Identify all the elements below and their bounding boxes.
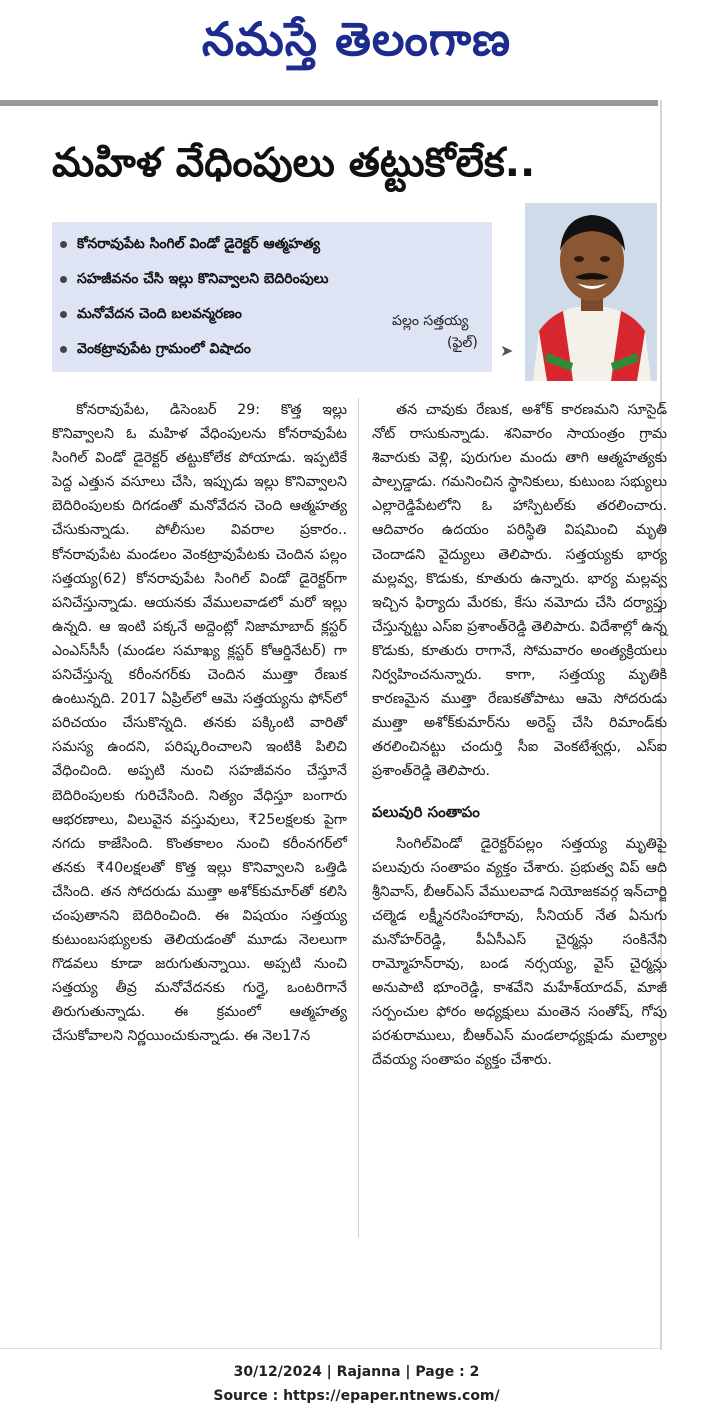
article-column-right — [372, 398, 667, 1073]
column-divider — [358, 398, 359, 1238]
footer-edition-info: 30/12/2024 | Rajanna | Page : 2 — [233, 1364, 480, 1380]
article-subheading: పలువురి సంతాపం — [372, 802, 480, 821]
portrait-illustration — [525, 203, 657, 381]
article-column-left — [52, 398, 347, 1049]
footer-divider — [0, 1348, 660, 1349]
article-body — [52, 398, 667, 1313]
highlight-item: కోనరావుపేట సింగిల్ విండో డైరెక్టర్ ఆత్మహత్య — [60, 236, 320, 255]
footer-source-link[interactable]: Source : https://epaper.ntnews.com/ — [213, 1388, 500, 1404]
article-paragraph: సింగిల్‌విండో డైరెక్టర్‌పల్లం సత్తయ్య మృతిపై పలువురు సంతాపం వ్యక్తం చేశారు. ప్రభుత్వ విప్ ఆది శ్రీనివాస్, బీఆర్ఎస్ వేములవాడ నియోజకవర్గ ఇన్‌చార్జి చల్మెడ లక్ష్మీనరసింహారావు, సీనియర్ నేత ఏనుగు మనోహర్‌రెడ్డి, పీఏసీఎస్ చైర్మన్లు సంకినేని రామ్మోహన్‌రావు, బండ నర్సయ్య, వైస్ చైర్మన్లు అనుపాటి భూంరెడ్డి, కాశవేని మహేశ్‌యాదవ్, మాజీ సర్పంచుల ఫోరం అధ్యక్షులు మంతెన సంతోష్, గోపు పరశురాములు, బీఆర్ఎస్ మండలాధ్యక్షుడు మల్యాల దేవయ్య సంతాపం వ్యక్తం చేశారు. — [372, 835, 667, 1069]
portrait-photo — [525, 203, 657, 381]
photo-caption-name: పల్లం సత్తయ్య — [392, 313, 469, 329]
masthead — [0, 0, 713, 100]
masthead-divider — [0, 100, 658, 106]
photo-caption — [392, 310, 512, 354]
caption-arrow-icon: ➤ — [500, 341, 514, 360]
article-headline: మహిళ వేధింపులు తట్టుకోలేక.. — [52, 140, 536, 186]
bullet-icon — [60, 346, 67, 353]
masthead-title: నమస్తే తెలంగాణ — [201, 12, 512, 66]
article-paragraph: తన చావుకు రేణుక, అశోక్ కారణమని సూసైడ్ నోట్ రాసుకున్నాడు. శనివారం సాయంత్రం గ్రామ శివారుకు వెళ్లి, పురుగుల మందు తాగి ఆత్మహత్యకు పాల్పడ్డాడు. గమనించిన స్థానికులు, కుటుంబ సభ్యులు ఎల్లారెడ్డిపేటలోని ఓ హాస్పిటల్‌కు తరలించారు. ఆదివారం ఉదయం పరిస్థితి విషమించి మృతి చెందాడని వైద్యులు తెలిపారు. సత్తయ్యకు భార్య మల్లవ్వ, కొడుకు, కూతురు ఉన్నారు. భార్య మల్లవ్వ ఇచ్చిన ఫిర్యాదు మేరకు, కేసు నమోదు చేసి దర్యాప్తు చేస్తున్నట్టు ఎస్ఐ ప్రశాంత్‌రెడ్డి తెలిపారు. విదేశాల్లో ఉన్న కొడుకు, కూతురు రాగానే, సోమవారం అంత్యక్రియలు నిర్వహించనున్నారు. కాగా, సత్తయ్య మృతికి కారణమైన ముత్తా రేణుకతోపాటు ఆమె సోదరుడు ముత్తా అశోక్‌కుమార్‌ను అరెస్ట్ చేసి రిమాండ్‌కు తరలించినట్టు చందుర్తి సీఐ వెంకటేశ్వర్లు, ఎస్ఐ ప్రశాంత్‌రెడ్డి తెలిపారు. — [372, 402, 667, 780]
photo-caption-tag: (ఫైల్) — [447, 335, 478, 351]
bullet-icon — [60, 311, 67, 318]
highlight-item: మనోవేదన చెంది బలవన్మరణం — [60, 306, 242, 325]
highlight-item: వెంకట్రావుపేట గ్రామంలో విషాదం — [60, 341, 251, 360]
bullet-icon — [60, 241, 67, 248]
article-paragraph: కోనరావుపేట, డిసెంబర్ 29: కొత్త ఇల్లు కొనివ్వాలని ఓ మహిళ వేధింపులను కోనరావుపేట సింగిల్ విండో డైరెక్టర్ తట్టుకోలేక పోయాడు. ఇప్పటికే పెద్ద ఎత్తున వసూలు చేసి, ఇప్పుడు ఇల్లు కొనివ్వాలని బెదిరింపులకు దిగడంతో మనోవేదన చెంది ఆత్మహత్య చేసుకున్నాడు. పోలీసుల వివరాల ప్రకారం.. కోనరావుపేట మండలం వెంకట్రావుపేటకు చెందిన పల్లం సత్తయ్య(62) కోనరావుపేట సింగిల్ విండో డైరెక్టర్‌గా పనిచేస్తున్నాడు. ఆయనకు వేములవాడలో మరో ఇల్లు ఉన్నది. ఆ ఇంటి పక్కనే అద్దెంట్లో నిజామాబాద్ క్లస్టర్ ఎంఎస్‌సీసీ (మండల సమాఖ్య క్లస్టర్ కోఆర్డినేటర్) గా పనిచేస్తున్న కరీంనగర్‌కు చెందిన ముత్తా రేణుక ఉంటున్నది. 2017 ఏప్రిల్‌లో ఆమె సత్తయ్యను ఫోన్‌లో పరిచయం చేసుకొన్నది. తనకు పక్కింటి వారితో సమస్య ఉందని, పరిష్కరించాలని ఇంటికి పిలిచి వేధించింది. అప్పటి నుంచి సహజీవనం చేస్తూనే బెదిరింపులకు గురిచేసింది. నిత్యం వేధిస్తూ బంగారు ఆభరణాలు, విలువైన వస్తువులు, ₹25లక్షలకు పైగా నగదు కాజేసింది. కొంతకాలం నుంచి కరీంనగర్‌లో తనకు ₹40లక్షలతో కొత్త ఇల్లు కొనివ్వాలని ఒత్తిడి చేసింది. తన సోదరుడు ముత్తా అశోక్‌కుమార్‌తో కలిసి చంపుతానని బెదిరించింది. ఈ విషయం సత్తయ్య కుటుంబసభ్యులకు తెలియడంతో మూడు నెలలుగా గొడవలు కూడా జరుగుతున్నాయి. అప్పటి నుంచి సత్తయ్య తీవ్ర మనోవేదనకు గుర్తై, ఒంటరిగానే తిరుగుతున్నాడు. ఈ క్రమంలో ఆత్మహత్య చేసుకోవాలని నిర్ణయించుకున్నాడు. ఈ నెల17న — [52, 402, 347, 1045]
highlight-item: సహజీవనం చేసి ఇల్లు కొనివ్వాలని బెదిరింపులు — [60, 271, 328, 290]
bullet-icon — [60, 276, 67, 283]
